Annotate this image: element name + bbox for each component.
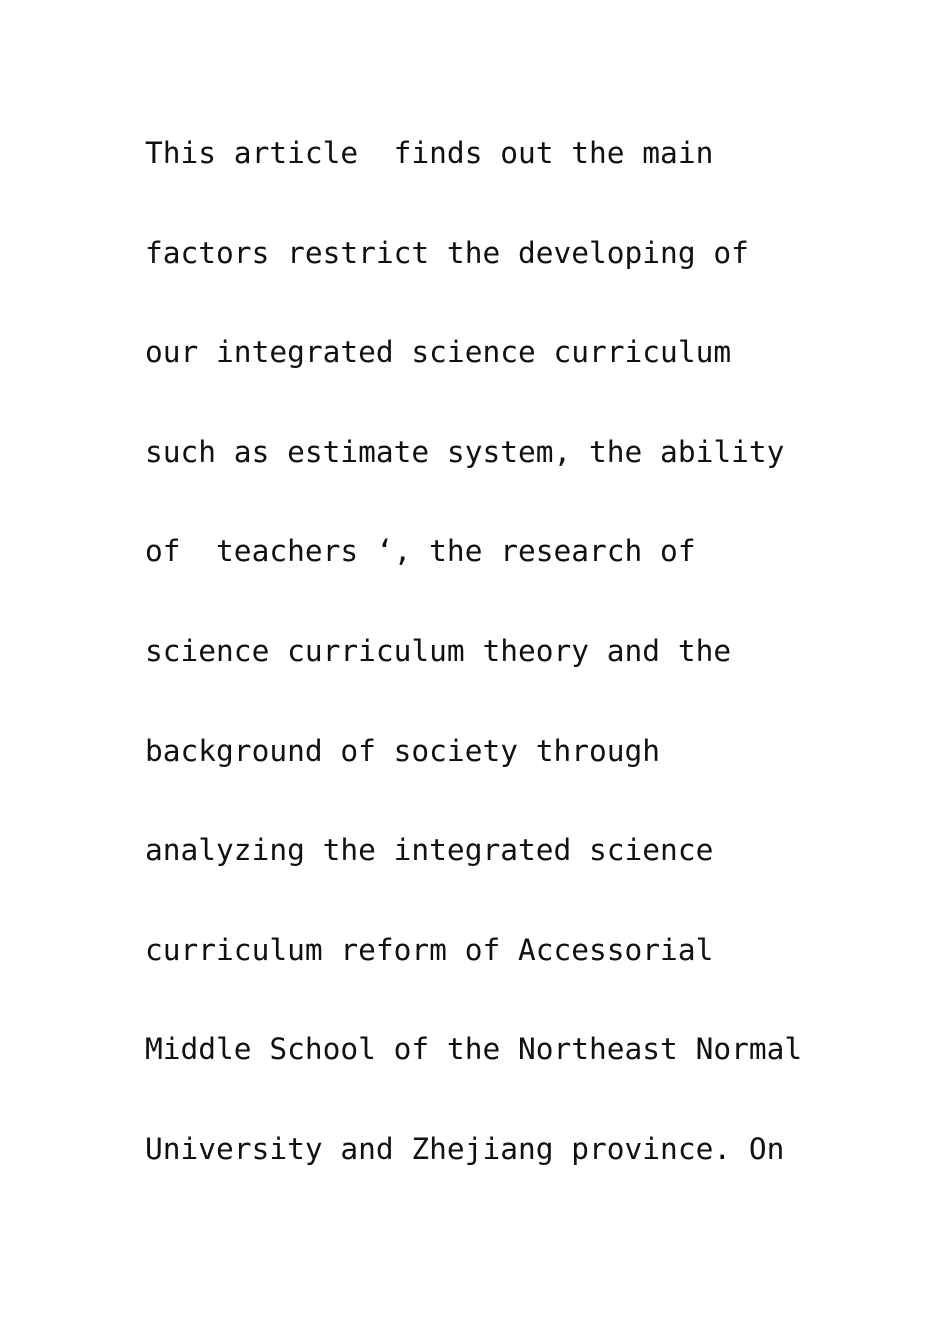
text-line: Middle School of the Northeast Normal [145, 1032, 803, 1067]
text-line: such as estimate system, the ability [145, 434, 785, 469]
text-line: University and Zhejiang province. On [145, 1131, 785, 1166]
text-line: factors restrict the developing of [145, 235, 749, 270]
text-line: This article finds out the main [145, 136, 714, 170]
text-line: our integrated science curriculum [145, 335, 732, 370]
text-line: of teachers ‘, the research of [145, 534, 696, 569]
abstract-paragraph [145, 128, 845, 1224]
text-line: science curriculum theory and the [145, 633, 732, 668]
text-line: analyzing the integrated science [145, 833, 714, 868]
text-line: background of society through [145, 733, 661, 768]
text-line: curriculum reform of Accessorial [145, 932, 714, 967]
